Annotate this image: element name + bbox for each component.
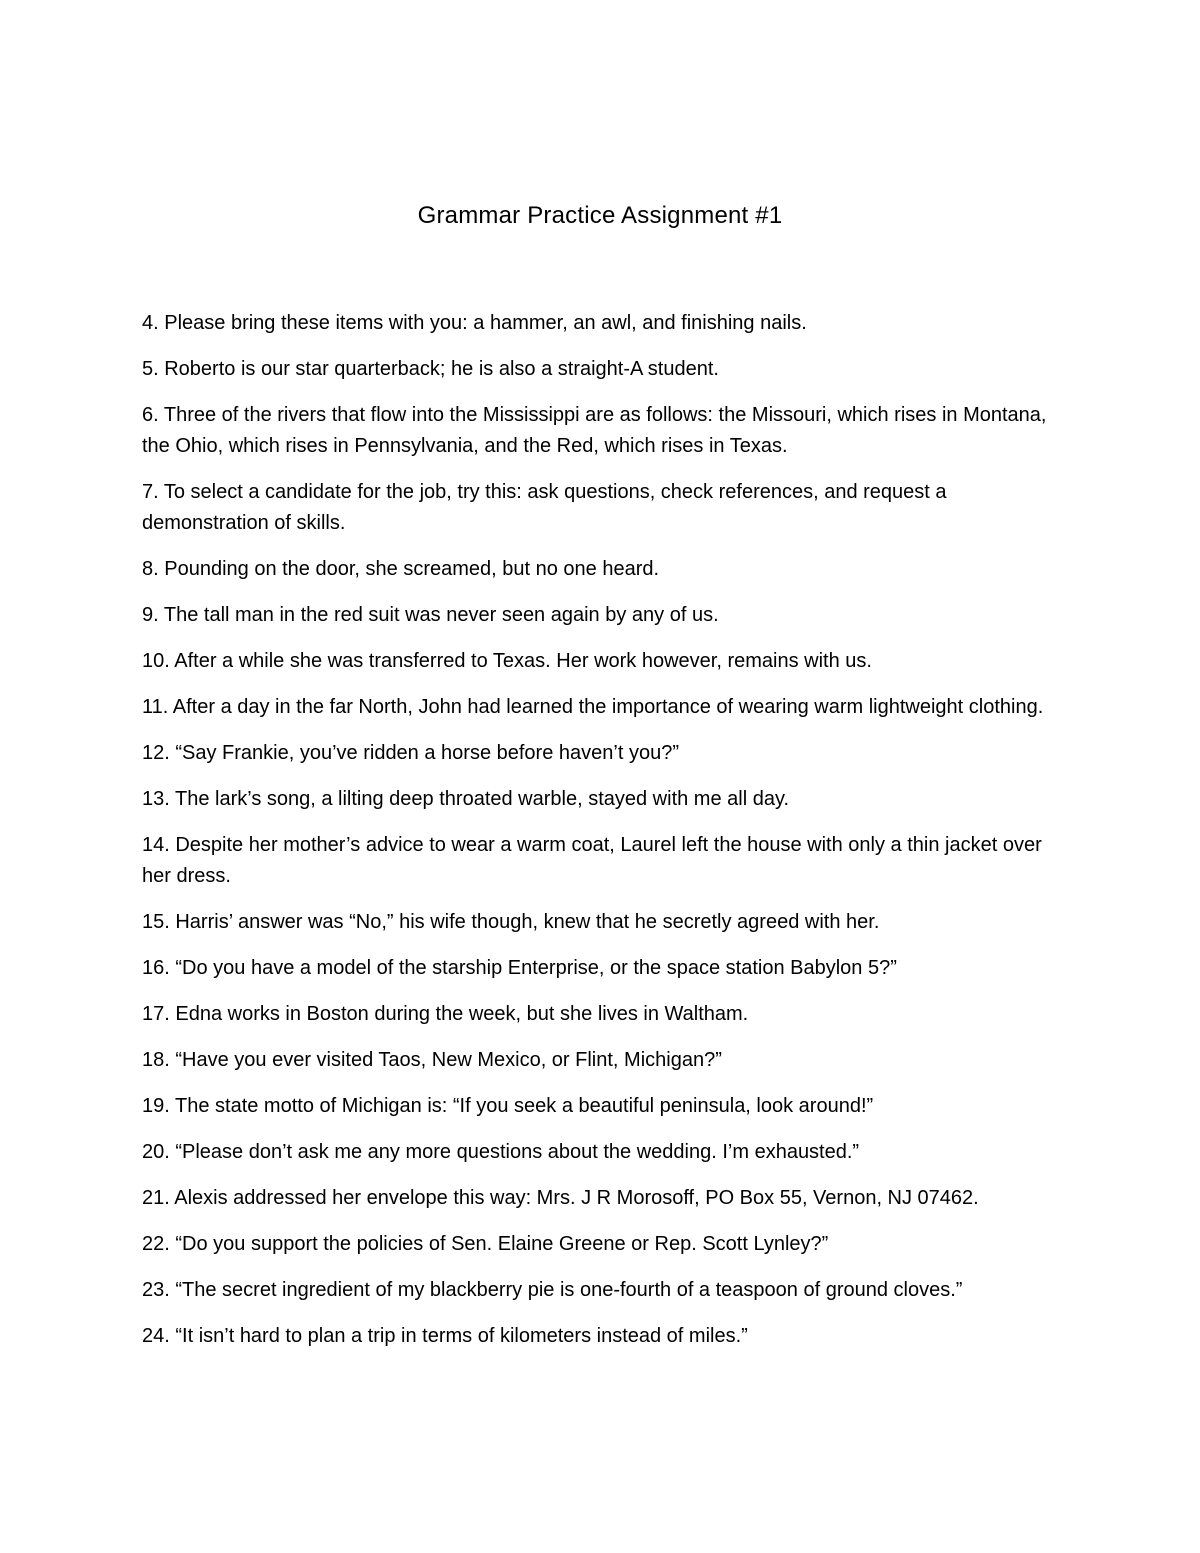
exercise-list (142, 308, 1062, 1367)
exercise-item: 9. The tall man in the red suit was never seen again by any of us. (142, 604, 719, 626)
exercise-item: 14. Despite her mother’s advice to wear a warm coat, Laurel left the house with only a thin jacket over her dress. (142, 834, 1042, 887)
exercise-item: 7. To select a candidate for the job, try this: ask questions, check references, and request a demonstration of skills. (142, 481, 947, 534)
exercise-item: 13. The lark’s song, a lilting deep throated warble, stayed with me all day. (142, 788, 790, 810)
exercise-item: 24. “It isn’t hard to plan a trip in terms of kilometers instead of miles.” (142, 1325, 748, 1347)
exercise-item: 20. “Please don’t ask me any more questions about the wedding. I’m exhausted.” (142, 1141, 860, 1163)
exercise-item: 15. Harris’ answer was “No,” his wife though, knew that he secretly agreed with her. (142, 911, 880, 933)
exercise-item: 23. “The secret ingredient of my blackberry pie is one-fourth of a teaspoon of ground cloves.” (142, 1279, 963, 1301)
exercise-item: 6. Three of the rivers that flow into the Mississippi are as follows: the Missouri, which rises in Montana, the Ohio, which rises in Pennsylvania, and the Red, which rises in Texas. (142, 404, 1047, 457)
exercise-item: 22. “Do you support the policies of Sen. Elaine Greene or Rep. Scott Lynley?” (142, 1233, 829, 1255)
exercise-item: 16. “Do you have a model of the starship Enterprise, or the space station Babylon 5?” (142, 957, 897, 979)
exercise-item: 17. Edna works in Boston during the week, but she lives in Waltham. (142, 1003, 749, 1025)
exercise-item: 12. “Say Frankie, you’ve ridden a horse before haven’t you?” (142, 742, 679, 764)
document-title: Grammar Practice Assignment #1 (417, 202, 783, 229)
exercise-item: 11. After a day in the far North, John had learned the importance of wearing warm lightweight clothing. (142, 696, 1044, 718)
exercise-item: 4. Please bring these items with you: a hammer, an awl, and finishing nails. (142, 312, 807, 334)
exercise-item: 21. Alexis addressed her envelope this way: Mrs. J R Morosoff, PO Box 55, Vernon, NJ 07462. (142, 1187, 979, 1209)
exercise-item: 18. “Have you ever visited Taos, New Mexico, or Flint, Michigan?” (142, 1049, 722, 1071)
exercise-item: 8. Pounding on the door, she screamed, but no one heard. (142, 558, 660, 580)
exercise-item: 19. The state motto of Michigan is: “If you seek a beautiful peninsula, look around!” (142, 1095, 874, 1117)
exercise-item: 10. After a while she was transferred to Texas. Her work however, remains with us. (142, 650, 872, 672)
exercise-item: 5. Roberto is our star quarterback; he is also a straight-A student. (142, 358, 719, 380)
